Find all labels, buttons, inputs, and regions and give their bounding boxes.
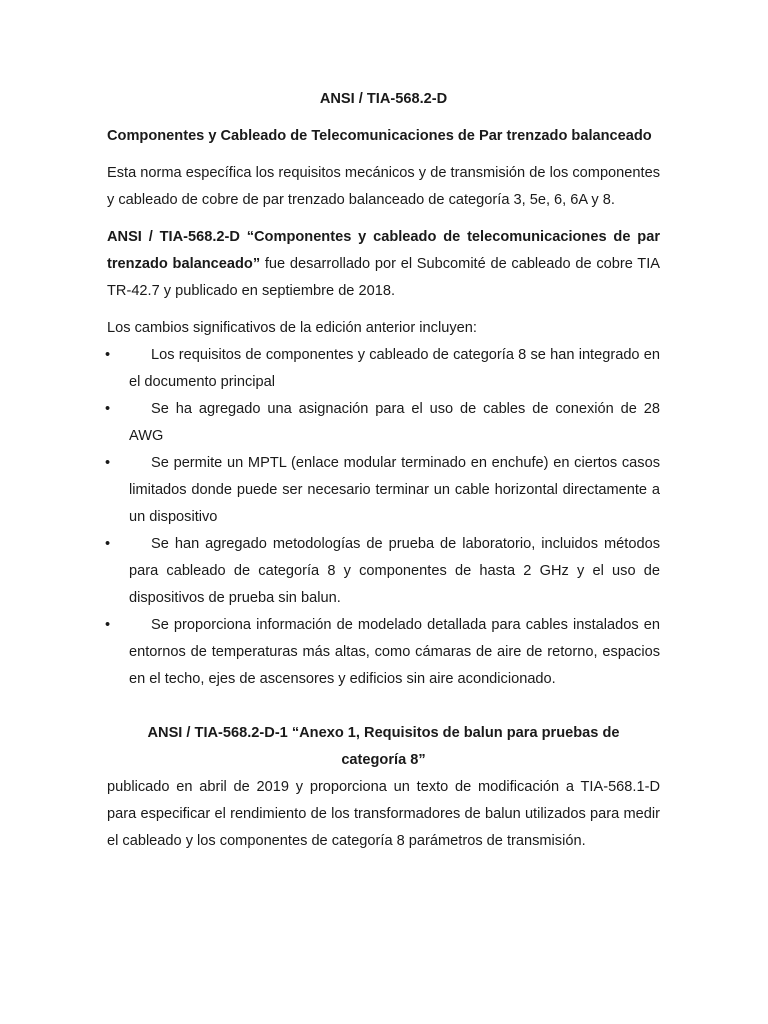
document-page — [107, 86, 660, 855]
list-item — [107, 612, 660, 693]
paragraph-history-text: fue desarrollado por el Subcomité de cableado de cobre TIA TR-42.7 y publicado en septiembre de 2018. — [107, 256, 660, 299]
list-item — [107, 531, 660, 612]
list-item-text: Se ha agregado una asignación para el uso de cables de conexión de 28 AWG — [129, 401, 660, 444]
list-item-text: Los requisitos de componentes y cableado de categoría 8 se han integrado en el documento principal — [129, 347, 660, 390]
list-item — [107, 396, 660, 450]
list-item — [107, 450, 660, 531]
list-item-text: Se proporciona información de modelado detallada para cables instalados en entornos de temperaturas más altas, como cámaras de aire de retorno, espacios en el techo, ejes de ascensores y edificios sin aire acondicionado. — [129, 617, 660, 687]
list-item — [107, 342, 660, 396]
annex-paragraph: publicado en abril de 2019 y proporciona un texto de modificación a TIA-568.1-D para especificar el rendimiento de los transformadores de balun utilizados para medir el cableado y los componentes de categoría 8 parámetros de transmisión. — [107, 779, 660, 849]
list-item-text: Se han agregado metodologías de prueba de laboratorio, incluidos métodos para cableado de categoría 8 y componentes de hasta 2 GHz y el uso de dispositivos de prueba sin balun. — [129, 536, 660, 606]
bullet-icon: • — [105, 455, 111, 471]
bullet-icon: • — [105, 536, 111, 552]
standard-name-bold: ANSI / TIA-568.2-D “Componentes y cableado de telecomunicaciones de par trenzado balanceado” — [107, 229, 660, 272]
changes-list — [107, 342, 660, 693]
paragraph-scope: Esta norma específica los requisitos mecánicos y de transmisión de los componentes y cableado de cobre de par trenzado balanceado de categoría 3, 5e, 6, 6A y 8. — [107, 165, 660, 208]
bullet-icon: • — [105, 401, 111, 417]
annex-title: ANSI / TIA-568.2-D-1 “Anexo 1, Requisitos de balun para pruebas de categoría 8” — [147, 725, 620, 768]
section-heading: Componentes y Cableado de Telecomunicaciones de Par trenzado balanceado — [107, 128, 652, 144]
bullet-icon: • — [105, 617, 111, 633]
changes-intro: Los cambios significativos de la edición anterior incluyen: — [107, 320, 477, 336]
list-item-text: Se permite un MPTL (enlace modular terminado en enchufe) en ciertos casos limitados donde puede ser necesario terminar un cable horizontal directamente a un dispositivo — [129, 455, 660, 525]
paragraph-history — [107, 224, 660, 305]
document-title: ANSI / TIA-568.2-D — [319, 91, 448, 107]
bullet-icon: • — [105, 347, 111, 363]
